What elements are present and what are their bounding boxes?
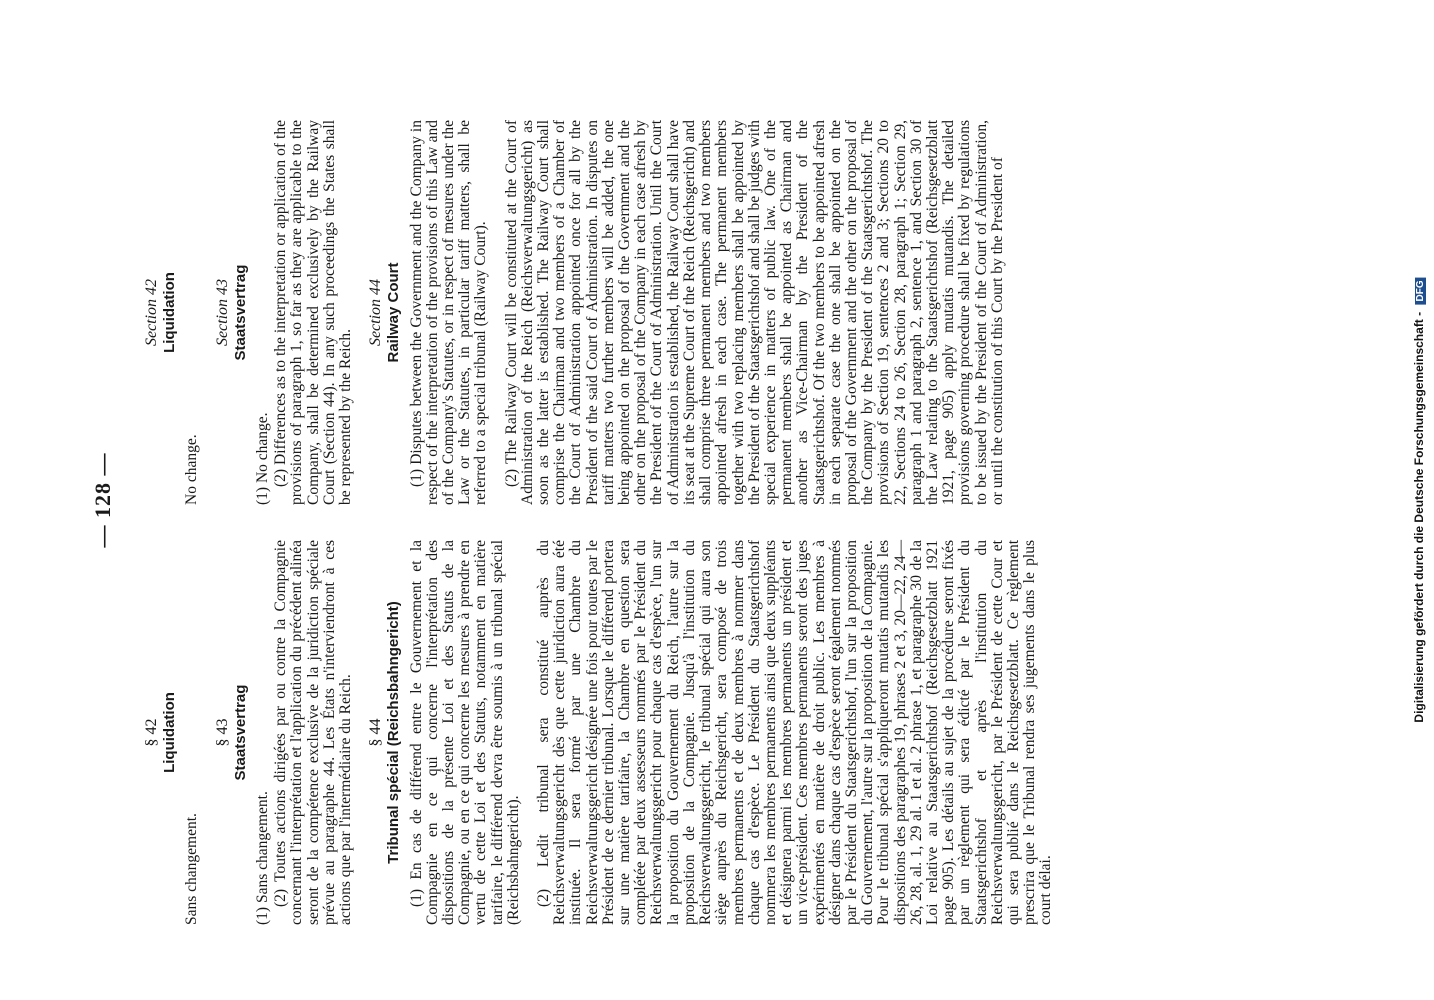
credit-text: Digitalisierung gefördert durch die Deutsche Forschungsgemeinschaft - xyxy=(1412,311,1426,723)
en-section-42-number: Section 42 xyxy=(143,278,160,347)
en-section-42-text: No change. xyxy=(183,434,201,505)
dfg-logo: DFG xyxy=(1415,277,1426,304)
fr-section-44-title: Tribunal spécial (Reichsbahngericht) xyxy=(385,601,403,864)
en-section-43-para-2: (2) Differences as to the interpretation or application of the provisions of paragraph 1, so far as they are applicable to the Company, shall be determined exclusively by the Railway Court (Section 44). In any such proceedings the States shall be represented by the Reich. xyxy=(272,120,355,505)
fr-section-44-para-1: (1) En cas de différend entre le Gouvernement et la Compagnie en ce qui concerne l'interprétation des dispositions de la présente Loi et des Statuts de la Compagnie, ou en ce qui concerne les mesures à prendre en vertu de cette Loi et des Statuts, notamment en matière tarifaire, le différend devra être soumis à un tribunal spécial (Reichsbahngericht). xyxy=(407,540,522,925)
fr-section-43-para-2: (2) Toutes actions dirigées par ou contre la Compagnie concernant l'interprétation et l'application du précédent alinéa seront de la compétence exclusive de la juridiction spéciale prévue au paragraphe 44. Les États n'interviendront à ces actions que par l'intermédiaire du Reich. xyxy=(272,540,355,925)
en-section-42-title: Liquidation xyxy=(161,272,179,353)
fr-section-42-text: Sans changement. xyxy=(183,813,201,925)
digitization-credit xyxy=(1408,10,1430,990)
fr-section-44-number: § 44 xyxy=(367,718,385,747)
en-section-43-number: Section 43 xyxy=(213,278,231,347)
fr-section-43-number: § 43 xyxy=(213,718,231,747)
en-section-44-number: Section 44 xyxy=(367,278,385,347)
en-section-44-title: Railway Court xyxy=(385,262,403,363)
fr-section-42-number: § 42 xyxy=(143,718,160,747)
fr-section-43-para-1: (1) Sans changement. xyxy=(254,791,272,925)
en-section-44-para-2: (2) The Railway Court will be constituted at the Court of Administration of the Reich (Reichsverwaltungsgericht) as soon as the latter is established. The Railway Court shall comprise the Chairman and two members of a Chamber of the Court of Administration appointed once for all by the President of the said Court of Administration. In disputes on tariff matters two further members will be added, the one being appointed on the proposal of the Government and the other on the proposal of the Company in each case afresh by the President of the Court of Administration. Until the Court of Administration is established, the Railway Court shall have its seat at the Supreme Court of the Reich (Reichsgericht) and shall comprise three permanent members and two members appointed afresh in each case. The permanent members together with two replacing members shall be appointed by the President of the Staatsgerichtshof and shall be judges with special experience in matters of public law. One of the permanent members shall be appointed as Chairman and another as Vice-Chairman by the President of the Staatsgerichtshof. Of the two members to be appointed afresh in each separate case the one shall be appointed on the proposal of the Government and the other on the proposal of the Company by the President of the Staatsgerichtshof. The provisions of Section 19, sentences 2 and 3; Sections 20 to 22, Sections 24 to 26, Section 28, paragraph 1; Section 29, paragraph 1 and paragraph 2, sentence 1, and Section 30 of the Law relating to the Staatsgerichtshof (Reichsgesetzblatt 1921, page 905) apply mutatis mutandis. The detailed provisions governing procedure shall be fixed by regulations to be issued by the President of the Court of Administration, or until the constitution of this Court by the President of xyxy=(502,120,1006,505)
fr-section-44-para-2: (2) Ledit tribunal sera constitué auprès du Reichsverwaltungsgericht dès que cette juridiction aura été instituée. Il sera formé par une Chambre du Reichsverwaltungsgericht désignée une fois pour toutes par le Président de ce dernier tribunal. Lorsque le différend portera sur une matière tarifaire, la Chambre en question sera complétée par deux assesseurs nommés par le Président du Reichsverwaltungsgericht pour chaque cas d'espèce, l'un sur la proposition du Gouvernement du Reich, l'autre sur la proposition de la Compagnie. Jusqu'à l'institution du Reichsverwaltungsgericht, le tribunal spécial qui aura son siège auprès du Reichsgericht, sera composé de trois membres permanents et de deux membres à nommer dans chaque cas d'espèce. Le Président du Staatsgerichtshof nommera les membres permanents ainsi que deux suppléants et désignera parmi les membres permanents un président et un vice-président. Ces membres permanents seront des juges expérimentés en matière de droit public. Les membres à désigner dans chaque cas d'espèce seront également nommés par le Président du Staatsgerichtshof, l'un sur la proposition du Gouvernement, l'autre sur la proposition de la Compagnie. Pour le tribunal spécial s'appliqueront mutatis mutandis les dispositions des paragraphes 19, phrases 2 et 3, 20—22, 24—26, 28, al. 1, 29 al. 1 et al. 2 phrase 1, et paragraphe 30 de la Loi relative au Staatsgerichtshof (Reichsgesetzblatt 1921 page 905). Les détails au sujet de la procédure seront fixés par un règlement qui sera édicté par le Président du Staatsgerichtshof et après l'institution du Reichsverwaltungsgericht, par le Président de cette Cour et qui sera publié dans le Reichsgesetzblatt. Ce règlement prescrira que le Tribunal rendra ses jugements dans le plus court délai. xyxy=(535,540,1055,925)
fr-section-43-title: Staatsvertrag xyxy=(231,684,249,781)
french-column xyxy=(130,540,1057,925)
page-number: — 128 — xyxy=(90,452,115,548)
english-column xyxy=(130,120,1008,505)
en-section-44-para-1: (1) Disputes between the Government and the Company in respect of the interpretation of the provisions of this Law and of the Company's Statutes, or in respect of mesures under the Law or the Statutes, in particular tariff matters, shall be referred to a special tribunal (Railway Court). xyxy=(407,120,490,505)
fr-section-42-title: Liquidation xyxy=(161,692,179,773)
en-section-43-para-1: (1) No change. xyxy=(254,412,272,505)
en-section-43-title: Staatsvertrag xyxy=(231,264,249,361)
